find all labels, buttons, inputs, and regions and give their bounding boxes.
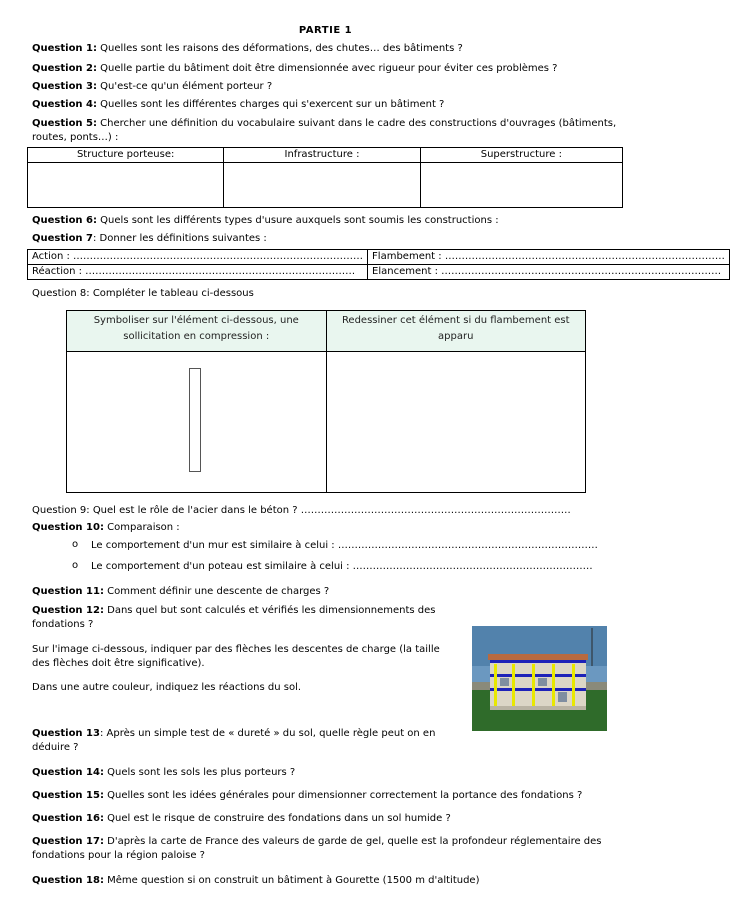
- question-label: Question 6:: [32, 215, 97, 226]
- question-17: [32, 835, 617, 863]
- buckling-table: [66, 310, 586, 493]
- question-text: : Donner les définitions suivantes :: [93, 233, 267, 244]
- question-1: [32, 42, 463, 56]
- buckling-drawing-cell[interactable]: [326, 352, 586, 493]
- column-marker: [494, 664, 497, 706]
- roof: [488, 654, 588, 660]
- definition-reaction[interactable]: Réaction : ………………………………………………………………………: [28, 265, 368, 280]
- question-text: Quelles sont les idées générales pour dimensionner correctement la portance des fondations ?: [103, 790, 583, 801]
- bullet-icon: o: [72, 539, 79, 550]
- question-text: Comment définir une descente de charges ?: [103, 586, 330, 597]
- question-6: [32, 214, 499, 228]
- vocab-cell[interactable]: [224, 163, 420, 208]
- question-3: [32, 80, 272, 94]
- question-label: Question 1:: [32, 43, 97, 54]
- question-text: Quelles sont les différentes charges qui s'exercent sur un bâtiment ?: [97, 99, 445, 110]
- vocabulary-table: [27, 147, 623, 208]
- question-5: [32, 117, 622, 145]
- question-14: [32, 766, 295, 780]
- window: [538, 678, 547, 686]
- floor-beam: [490, 674, 586, 677]
- question-text: : Après un simple test de « dureté » du sol, quelle règle peut on en déduire ?: [32, 728, 436, 753]
- question-text: Quels sont les différents types d'usure auxquels sont soumis les constructions :: [97, 215, 499, 226]
- window: [500, 678, 509, 686]
- definitions-table: [27, 249, 730, 280]
- vocab-cell[interactable]: [28, 163, 224, 208]
- building-image[interactable]: [472, 626, 607, 731]
- question-text: Quelle partie du bâtiment doit être dimensionnée avec rigueur pour éviter ces problèmes ?: [97, 63, 558, 74]
- question-7: [32, 232, 267, 246]
- question-label: Question 14:: [32, 767, 104, 778]
- column-marker: [532, 664, 535, 706]
- question-label: Question 4:: [32, 99, 97, 110]
- vocab-header-infrastructure: Infrastructure :: [224, 148, 420, 163]
- column-element: [189, 368, 201, 472]
- question-label: Question 3:: [32, 81, 97, 92]
- question-2: [32, 62, 557, 76]
- question-12: [32, 604, 437, 632]
- definition-flambement[interactable]: Flambement : …………………………………………………………………………: [368, 250, 730, 265]
- compression-drawing-cell[interactable]: [67, 352, 327, 493]
- comparison-column: Le comportement d'un poteau est similaire à celui : ………………………………………………………………: [91, 561, 593, 572]
- question-label: Question 5:: [32, 118, 97, 129]
- question-15: [32, 789, 582, 803]
- question-13: [32, 727, 442, 755]
- question-8: Question 8: Compléter le tableau ci-dessous: [32, 288, 254, 299]
- buckling-header-compression: Symboliser sur l'élément ci-dessous, une sollicitation en compression :: [67, 311, 327, 352]
- vocab-cell[interactable]: [420, 163, 622, 208]
- column-marker: [552, 664, 555, 706]
- page-title: PARTIE 1: [298, 25, 353, 36]
- question-label: Question 15:: [32, 790, 104, 801]
- column-marker: [572, 664, 575, 706]
- definition-action[interactable]: Action : ……………………………………………………………………………: [28, 250, 368, 265]
- question-18: [32, 874, 479, 888]
- question-label: Question 16:: [32, 813, 104, 824]
- question-label: Question 7: [32, 233, 93, 244]
- comparison-wall: Le comportement d'un mur est similaire à celui : ……………………………………………………………………: [91, 540, 598, 551]
- foundation: [490, 706, 586, 710]
- question-text: Même question si on construit un bâtiment à Gourette (1500 m d'altitude): [103, 875, 480, 886]
- question-label: Question 12:: [32, 605, 104, 616]
- question-text: Quelles sont les raisons des déformations, des chutes… des bâtiments ?: [97, 43, 463, 54]
- question-9: Question 9: Quel est le rôle de l'acier dans le béton ? ………………………………………………………………………: [32, 505, 571, 516]
- window: [558, 692, 567, 702]
- question-11: [32, 585, 329, 599]
- bullet-icon: o: [72, 560, 79, 571]
- floor-beam: [490, 688, 586, 691]
- vocab-header-structure: Structure porteuse:: [28, 148, 224, 163]
- question-12-instructions: Sur l'image ci-dessous, indiquer par des flèches les descentes de charge (la taille des flèches doit être significative).: [32, 644, 440, 669]
- question-label: Question 13: [32, 728, 100, 739]
- question-text: Comparaison :: [103, 522, 180, 533]
- column-marker: [512, 664, 515, 706]
- question-text: Quels sont les sols les plus porteurs ?: [103, 767, 296, 778]
- buckling-header-redraw: Redessiner cet élément si du flambement est apparu: [326, 311, 586, 352]
- question-12-ground-reactions: Dans une autre couleur, indiquez les réactions du sol.: [32, 682, 302, 693]
- floor-beam: [490, 660, 586, 663]
- question-10: [32, 521, 180, 535]
- question-label: Question 2:: [32, 63, 97, 74]
- question-label: Question 11:: [32, 586, 104, 597]
- question-16: [32, 812, 451, 826]
- question-text: D'après la carte de France des valeurs de garde de gel, quelle est la profondeur réglementaire des fondations pour la région paloise ?: [32, 836, 602, 861]
- definition-elancement[interactable]: Elancement : …………………………………………………………………………: [368, 265, 730, 280]
- question-label: Question 10:: [32, 522, 104, 533]
- question-4: [32, 98, 444, 112]
- question-text: Quel est le risque de construire des fondations dans un sol humide ?: [103, 813, 451, 824]
- vocab-header-superstructure: Superstructure :: [420, 148, 622, 163]
- question-label: Question 18:: [32, 875, 104, 886]
- question-text: Qu'est-ce qu'un élément porteur ?: [97, 81, 273, 92]
- question-text: Dans quel but sont calculés et vérifiés les dimensionnements des fondations ?: [32, 605, 436, 630]
- question-text: Chercher une définition du vocabulaire suivant dans le cadre des constructions d'ouvrages (bâtiments, routes, ponts…) :: [32, 118, 617, 143]
- question-label: Question 17:: [32, 836, 104, 847]
